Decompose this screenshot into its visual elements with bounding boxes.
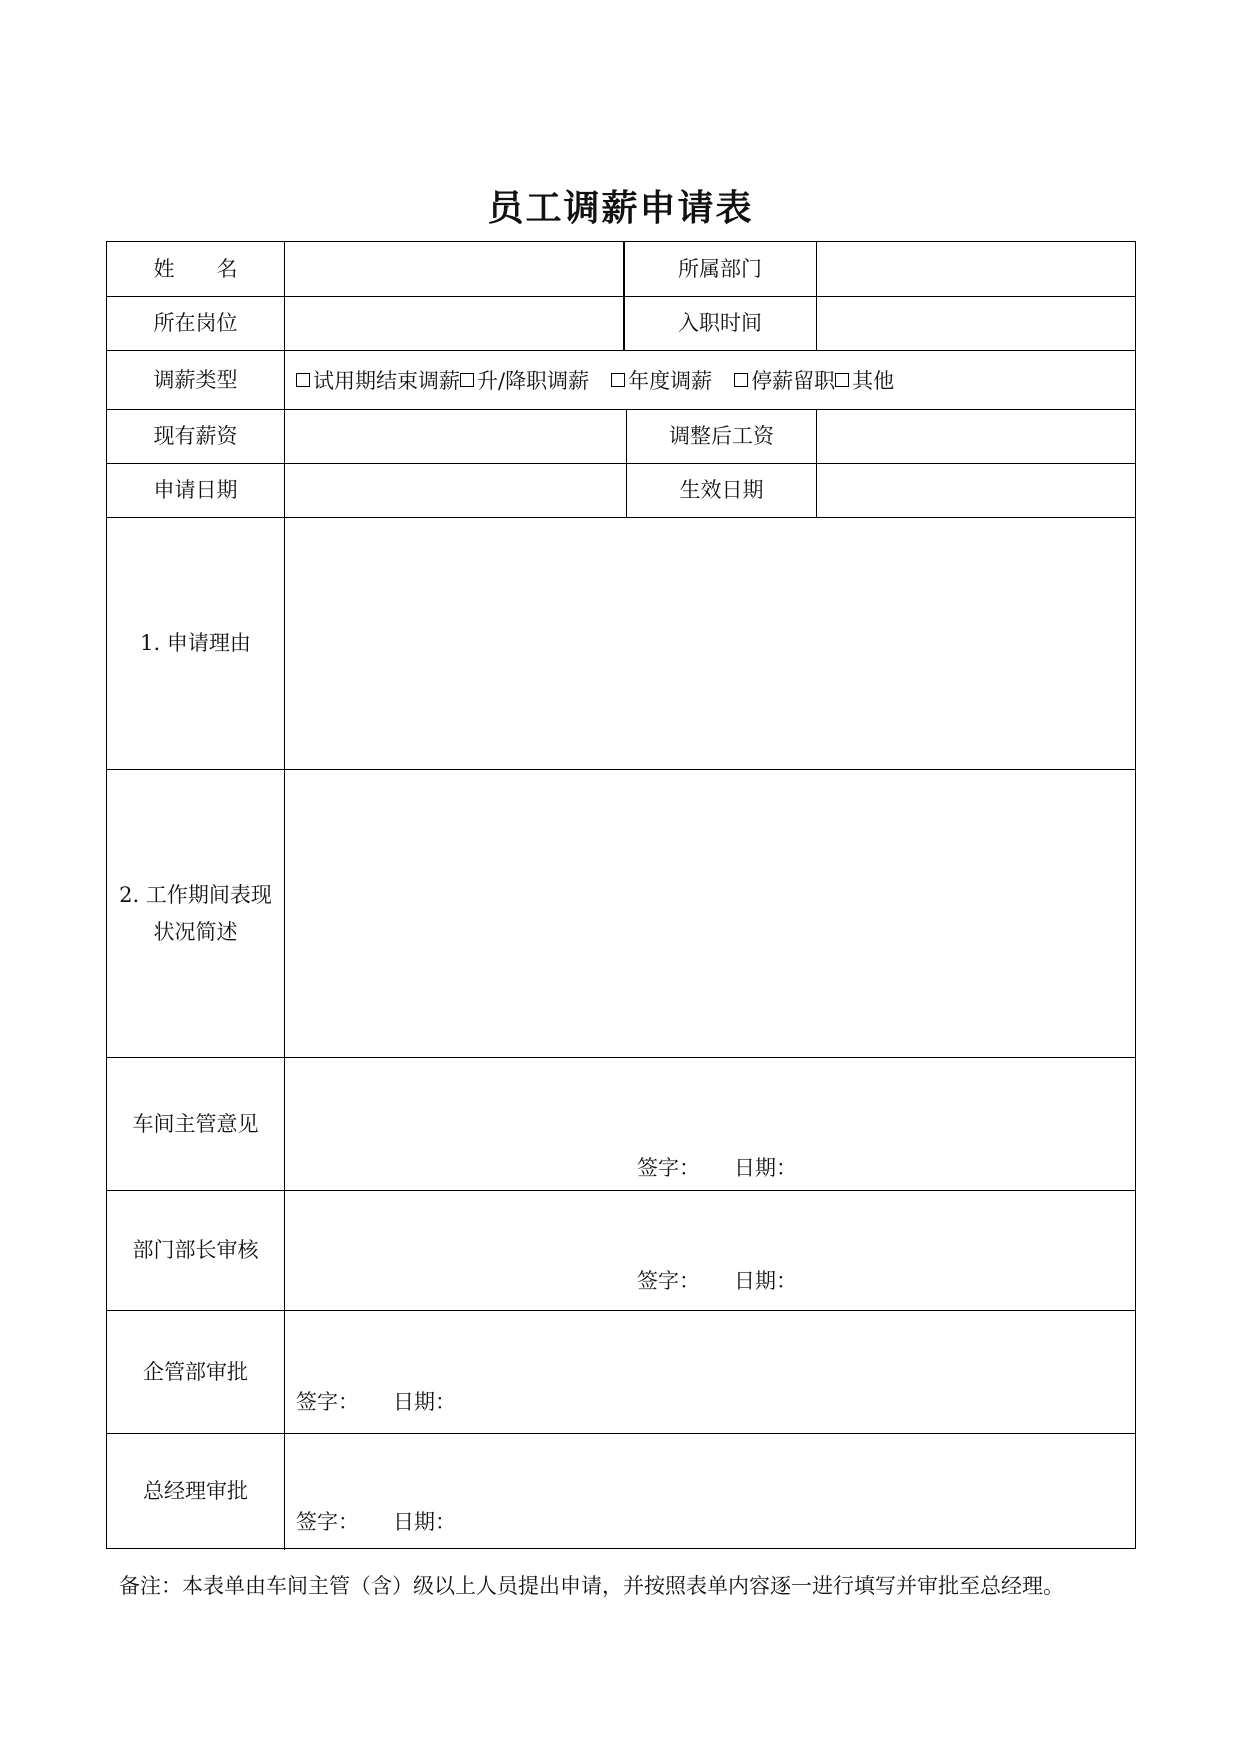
adjusted-salary-label: 调整后工资 [669, 424, 774, 449]
signature-line [637, 1152, 797, 1182]
page-title: 员工调薪申请表 [487, 188, 754, 229]
option-label: 年度调薪 [628, 369, 713, 393]
name-field[interactable] [285, 242, 623, 296]
signature-line [296, 1506, 456, 1536]
checkbox-icon[interactable] [611, 373, 625, 387]
hire-date-field[interactable] [817, 297, 1135, 350]
option-label: 其他 [852, 369, 895, 393]
current-salary-field[interactable] [285, 410, 626, 463]
reason-label: 1. 申请理由 [140, 631, 251, 656]
date-label: 日期： [734, 1156, 797, 1180]
apply-date-field[interactable] [285, 464, 626, 517]
signature-line [637, 1265, 797, 1295]
date-label: 日期： [393, 1510, 456, 1534]
adjusted-salary-field[interactable] [817, 410, 1135, 463]
option-label: 停薪留职 [751, 369, 836, 393]
department-label: 所属部门 [678, 256, 762, 281]
mgmt-dept-approval-label: 企管部审批 [143, 1359, 248, 1384]
reason-field[interactable] [285, 518, 1135, 769]
performance-label-line1: 2. 工作期间表现 [119, 882, 272, 907]
hire-date-label: 入职时间 [678, 311, 762, 336]
performance-label-line2: 状况简述 [153, 919, 238, 944]
dept-head-review-label: 部门部长审核 [132, 1238, 259, 1263]
position-field[interactable] [285, 297, 623, 350]
sign-label: 签字： [637, 1269, 700, 1293]
sign-label: 签字： [637, 1156, 700, 1180]
date-label: 日期： [734, 1269, 797, 1293]
sign-label: 签字： [296, 1510, 359, 1534]
workshop-opinion-label: 车间主管意见 [132, 1111, 259, 1136]
option-unpaid-leave[interactable] [734, 365, 835, 395]
performance-label [107, 770, 284, 1057]
apply-date-label: 申请日期 [153, 478, 238, 503]
gm-approval-label: 总经理审批 [143, 1478, 248, 1503]
current-salary-label: 现有薪资 [153, 424, 238, 449]
position-label: 所在岗位 [153, 311, 238, 336]
adjust-type-options [296, 351, 894, 409]
performance-field[interactable] [285, 770, 1135, 1057]
option-label: 试用期结束调薪 [313, 369, 460, 393]
effective-date-field[interactable] [817, 464, 1135, 517]
option-probation-end[interactable] [296, 365, 460, 395]
signature-line [296, 1386, 456, 1416]
salary-adjustment-form [106, 241, 1136, 1549]
name-label: 姓 名 [153, 256, 238, 281]
checkbox-icon[interactable] [296, 373, 310, 387]
option-label: 升/降职调薪 [477, 369, 590, 393]
department-field[interactable] [817, 242, 1135, 296]
effective-date-label: 生效日期 [679, 478, 764, 503]
adjust-type-label: 调薪类型 [153, 367, 238, 392]
checkbox-icon[interactable] [734, 373, 748, 387]
option-annual[interactable] [611, 365, 712, 395]
date-label: 日期： [393, 1390, 456, 1414]
option-promotion-demotion[interactable] [460, 365, 589, 395]
checkbox-icon[interactable] [460, 373, 474, 387]
sign-label: 签字： [296, 1390, 359, 1414]
checkbox-icon[interactable] [835, 373, 849, 387]
option-other[interactable] [835, 365, 894, 395]
footnote: 备注：本表单由车间主管（含）级以上人员提出申请，并按照表单内容逐一进行填写并审批至总经理。 [119, 1574, 1064, 1598]
